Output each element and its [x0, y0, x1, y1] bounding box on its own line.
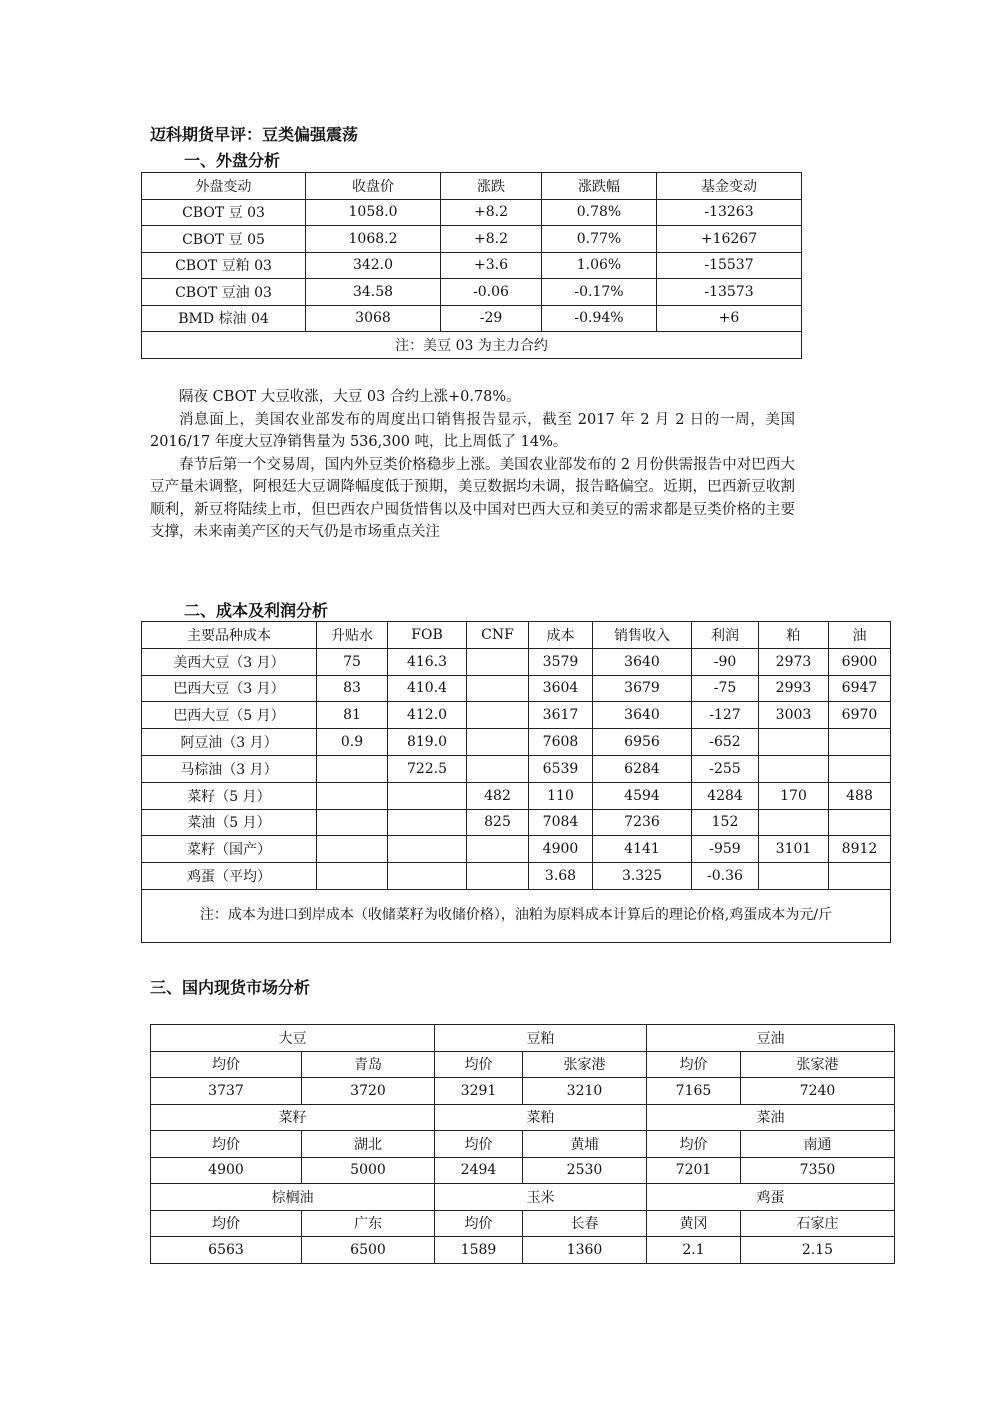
table-cell: 1058.0 — [306, 199, 441, 226]
price-value: 2530 — [523, 1157, 647, 1184]
commodity-name: 豆粕 — [435, 1025, 647, 1052]
table-cell: 170 — [759, 782, 829, 809]
commodity-name: 鸡蛋 — [647, 1184, 895, 1211]
table-cell: -13573 — [657, 279, 802, 306]
price-value: 1360 — [523, 1237, 647, 1264]
table-cell — [467, 836, 529, 863]
table-cell — [759, 863, 829, 890]
table-cell: 1068.2 — [306, 226, 441, 253]
column-header: 外盘变动 — [142, 173, 306, 200]
table-cell: 722.5 — [388, 755, 467, 782]
table-cell: 8912 — [829, 836, 891, 863]
table-row — [142, 836, 891, 863]
commodity-name: 玉米 — [435, 1184, 647, 1211]
table-cell: -959 — [692, 836, 759, 863]
price-label: 均价 — [647, 1051, 741, 1078]
price-label: 均价 — [647, 1131, 741, 1158]
table-header-row — [142, 622, 891, 649]
table-cell: 菜籽（国产） — [142, 836, 317, 863]
table-cell: 马棕油（3 月） — [142, 755, 317, 782]
price-label: 青岛 — [302, 1051, 435, 1078]
table-cell: 菜油（5 月） — [142, 809, 317, 836]
table-cell — [467, 729, 529, 756]
table-cell — [317, 836, 388, 863]
section-1-heading: 一、外盘分析 — [184, 151, 281, 170]
table-cell: -255 — [692, 755, 759, 782]
commodity-name-row — [151, 1104, 895, 1131]
table-cell: -0.94% — [542, 305, 657, 332]
column-header: 涨跌 — [441, 173, 542, 200]
table-cell: CBOT 豆 03 — [142, 199, 306, 226]
column-header: 成本 — [529, 622, 593, 649]
table-cell — [467, 675, 529, 702]
table-header-row — [142, 173, 802, 200]
price-value: 6500 — [302, 1237, 435, 1264]
price-value: 7201 — [647, 1157, 741, 1184]
table-row — [142, 252, 802, 279]
table-cell: 3604 — [529, 675, 593, 702]
table-cell: 3003 — [759, 702, 829, 729]
table-row — [142, 199, 802, 226]
price-value: 3291 — [435, 1078, 523, 1105]
table-cell: 34.58 — [306, 279, 441, 306]
price-label: 均价 — [435, 1210, 523, 1237]
column-header: FOB — [388, 622, 467, 649]
price-label: 均价 — [151, 1210, 302, 1237]
price-label-row — [151, 1210, 895, 1237]
price-value: 3737 — [151, 1078, 302, 1105]
price-value-row — [151, 1157, 895, 1184]
price-label: 广东 — [302, 1210, 435, 1237]
table-cell: -652 — [692, 729, 759, 756]
column-header: 油 — [829, 622, 891, 649]
table-cell: 412.0 — [388, 702, 467, 729]
table-cell — [317, 809, 388, 836]
table-cell: 4284 — [692, 782, 759, 809]
commodity-name: 豆油 — [647, 1025, 895, 1052]
table-cell: 825 — [467, 809, 529, 836]
table-cell: 4900 — [529, 836, 593, 863]
table-cell: 75 — [317, 648, 388, 675]
table-cell: 3068 — [306, 305, 441, 332]
paragraph-export-sales: 消息面上，美国农业部发布的周度出口销售报告显示，截至 2017 年 2 月 2 日的一周，美国 2016/17 年度大豆净销售量为 536,300 吨，比上周低了 14%。 — [150, 411, 795, 450]
commodity-name: 大豆 — [151, 1025, 435, 1052]
commodity-name-row — [151, 1184, 895, 1211]
table-row — [142, 809, 891, 836]
table-cell — [467, 702, 529, 729]
table-cell: 0.78% — [542, 199, 657, 226]
table-cell: 3101 — [759, 836, 829, 863]
table-cell: -127 — [692, 702, 759, 729]
table-cell: 6947 — [829, 675, 891, 702]
column-header: 涨跌幅 — [542, 173, 657, 200]
price-label: 长春 — [523, 1210, 647, 1237]
table-cell: 0.77% — [542, 226, 657, 253]
table-cell: 7608 — [529, 729, 593, 756]
price-value-row — [151, 1237, 895, 1264]
table-cell: BMD 棕油 04 — [142, 305, 306, 332]
price-value: 3210 — [523, 1078, 647, 1105]
table-cell — [317, 755, 388, 782]
table-cell: 3579 — [529, 648, 593, 675]
price-value: 4900 — [151, 1157, 302, 1184]
price-label: 均价 — [435, 1051, 523, 1078]
table-cell — [759, 729, 829, 756]
table-cell — [317, 863, 388, 890]
table-cell: 巴西大豆（3 月） — [142, 675, 317, 702]
table-row — [142, 305, 802, 332]
commodity-name: 菜油 — [647, 1104, 895, 1131]
table-cell: 4141 — [593, 836, 692, 863]
table-cell: 81 — [317, 702, 388, 729]
paragraph-cbot: 隔夜 CBOT 大豆收涨，大豆 03 合约上涨+0.78%。 — [179, 389, 521, 405]
paragraph-market-outlook: 春节后第一个交易周，国内外豆类价格稳步上涨。美国农业部发布的 2 月份供需报告中对巴西大豆产量未调整，阿根廷大豆调降幅度低于预期，美豆数据均未调，报告略偏空。近期，巴西新豆收割顺利，新豆将陆续上市，但巴西农户囤货惜售以及中国对巴西大豆和美豆的需求都是豆类价格的主要支撑，未来南美产区的天气仍是市场重点关注 — [150, 456, 795, 540]
table-cell: 482 — [467, 782, 529, 809]
price-value: 1589 — [435, 1237, 523, 1264]
table-cell: 410.4 — [388, 675, 467, 702]
price-label: 均价 — [151, 1051, 302, 1078]
commodity-name: 棕榈油 — [151, 1184, 435, 1211]
table-cell: 83 — [317, 675, 388, 702]
table-cell: 2993 — [759, 675, 829, 702]
table-row — [142, 279, 802, 306]
table-cell: 3640 — [593, 702, 692, 729]
table-cell: 6284 — [593, 755, 692, 782]
table-row — [142, 675, 891, 702]
commodity-name: 菜籽 — [151, 1104, 435, 1131]
table-cell — [467, 863, 529, 890]
price-label: 石家庄 — [741, 1210, 895, 1237]
price-label: 黄冈 — [647, 1210, 741, 1237]
table-row — [142, 755, 891, 782]
column-header: 销售收入 — [593, 622, 692, 649]
price-label: 黄埔 — [523, 1131, 647, 1158]
table-note-row — [142, 332, 802, 359]
table-cell — [759, 809, 829, 836]
price-value: 6563 — [151, 1237, 302, 1264]
column-header: CNF — [467, 622, 529, 649]
price-value: 2494 — [435, 1157, 523, 1184]
table-cell: 819.0 — [388, 729, 467, 756]
table-cell: CBOT 豆油 03 — [142, 279, 306, 306]
table-cell — [388, 836, 467, 863]
table-cell: 2973 — [759, 648, 829, 675]
table-cell: +8.2 — [441, 199, 542, 226]
analysis-paragraphs — [150, 386, 795, 544]
price-label: 湖北 — [302, 1131, 435, 1158]
table-cell: 4594 — [593, 782, 692, 809]
table-row — [142, 863, 891, 890]
table-note-row — [142, 889, 891, 942]
table-cell: 0.9 — [317, 729, 388, 756]
table-cell: 6956 — [593, 729, 692, 756]
table-cell: -15537 — [657, 252, 802, 279]
table-cell: -0.17% — [542, 279, 657, 306]
table-cell: -13263 — [657, 199, 802, 226]
table-cell: 3.68 — [529, 863, 593, 890]
table-cell — [467, 648, 529, 675]
table-cell: -0.36 — [692, 863, 759, 890]
column-header: 升贴水 — [317, 622, 388, 649]
table-cell: 3640 — [593, 648, 692, 675]
commodity-name-row — [151, 1025, 895, 1052]
table-cell: 6539 — [529, 755, 593, 782]
price-value: 5000 — [302, 1157, 435, 1184]
price-label: 均价 — [151, 1131, 302, 1158]
price-value: 7165 — [647, 1078, 741, 1105]
price-label: 南通 — [741, 1131, 895, 1158]
table-row — [142, 226, 802, 253]
column-header: 收盘价 — [306, 173, 441, 200]
table-cell: 7236 — [593, 809, 692, 836]
table-cell — [829, 755, 891, 782]
table-cell — [388, 863, 467, 890]
table-row — [142, 782, 891, 809]
table-cell — [759, 755, 829, 782]
commodity-name: 菜粕 — [435, 1104, 647, 1131]
price-value: 7350 — [741, 1157, 895, 1184]
table-cell: 488 — [829, 782, 891, 809]
table-cell: 110 — [529, 782, 593, 809]
price-value: 2.15 — [741, 1237, 895, 1264]
report-title: 迈科期货早评：豆类偏强震荡 — [150, 125, 359, 144]
table-cell: -29 — [441, 305, 542, 332]
table-cell: 3617 — [529, 702, 593, 729]
table-cell — [388, 782, 467, 809]
price-value: 3720 — [302, 1078, 435, 1105]
column-header: 利润 — [692, 622, 759, 649]
table-cell — [317, 782, 388, 809]
table-cell: 1.06% — [542, 252, 657, 279]
table-cell: -75 — [692, 675, 759, 702]
table-cell: -0.06 — [441, 279, 542, 306]
cost-profit-table — [141, 621, 891, 943]
table-note: 注：成本为进口到岸成本（收储菜籽为收储价格），油粕为原料成本计算后的理论价格,鸡蛋成本为元/斤 — [142, 889, 891, 942]
table-cell: +8.2 — [441, 226, 542, 253]
table-cell — [467, 755, 529, 782]
column-header: 基金变动 — [657, 173, 802, 200]
table-cell: -90 — [692, 648, 759, 675]
price-label: 均价 — [435, 1131, 523, 1158]
price-value-row — [151, 1078, 895, 1105]
table-cell: 152 — [692, 809, 759, 836]
table-cell: 3679 — [593, 675, 692, 702]
section-2-heading: 二、成本及利润分析 — [184, 601, 329, 620]
table-cell — [829, 809, 891, 836]
table-cell: 阿豆油（3 月） — [142, 729, 317, 756]
table-cell: 416.3 — [388, 648, 467, 675]
table-cell: CBOT 豆 05 — [142, 226, 306, 253]
overseas-market-table — [141, 172, 802, 359]
table-cell: 菜籽（5 月） — [142, 782, 317, 809]
table-cell: +3.6 — [441, 252, 542, 279]
table-cell: 鸡蛋（平均） — [142, 863, 317, 890]
column-header: 主要品种成本 — [142, 622, 317, 649]
table-cell: 3.325 — [593, 863, 692, 890]
table-cell: 6970 — [829, 702, 891, 729]
table-cell: +6 — [657, 305, 802, 332]
table-row — [142, 702, 891, 729]
price-value: 2.1 — [647, 1237, 741, 1264]
table-cell: 7084 — [529, 809, 593, 836]
table-row — [142, 729, 891, 756]
price-value: 7240 — [741, 1078, 895, 1105]
section-3-heading: 三、国内现货市场分析 — [150, 978, 311, 997]
price-label: 张家港 — [741, 1051, 895, 1078]
price-label: 张家港 — [523, 1051, 647, 1078]
table-note: 注：美豆 03 为主力合约 — [142, 332, 802, 359]
table-cell: CBOT 豆粕 03 — [142, 252, 306, 279]
table-cell — [829, 863, 891, 890]
spot-market-table — [150, 1024, 895, 1264]
table-cell: +16267 — [657, 226, 802, 253]
price-label-row — [151, 1051, 895, 1078]
table-row — [142, 648, 891, 675]
table-cell — [829, 729, 891, 756]
table-cell: 6900 — [829, 648, 891, 675]
price-label-row — [151, 1131, 895, 1158]
table-cell: 美西大豆（3 月） — [142, 648, 317, 675]
column-header: 粕 — [759, 622, 829, 649]
table-cell: 342.0 — [306, 252, 441, 279]
table-cell — [388, 809, 467, 836]
table-cell: 巴西大豆（5 月） — [142, 702, 317, 729]
